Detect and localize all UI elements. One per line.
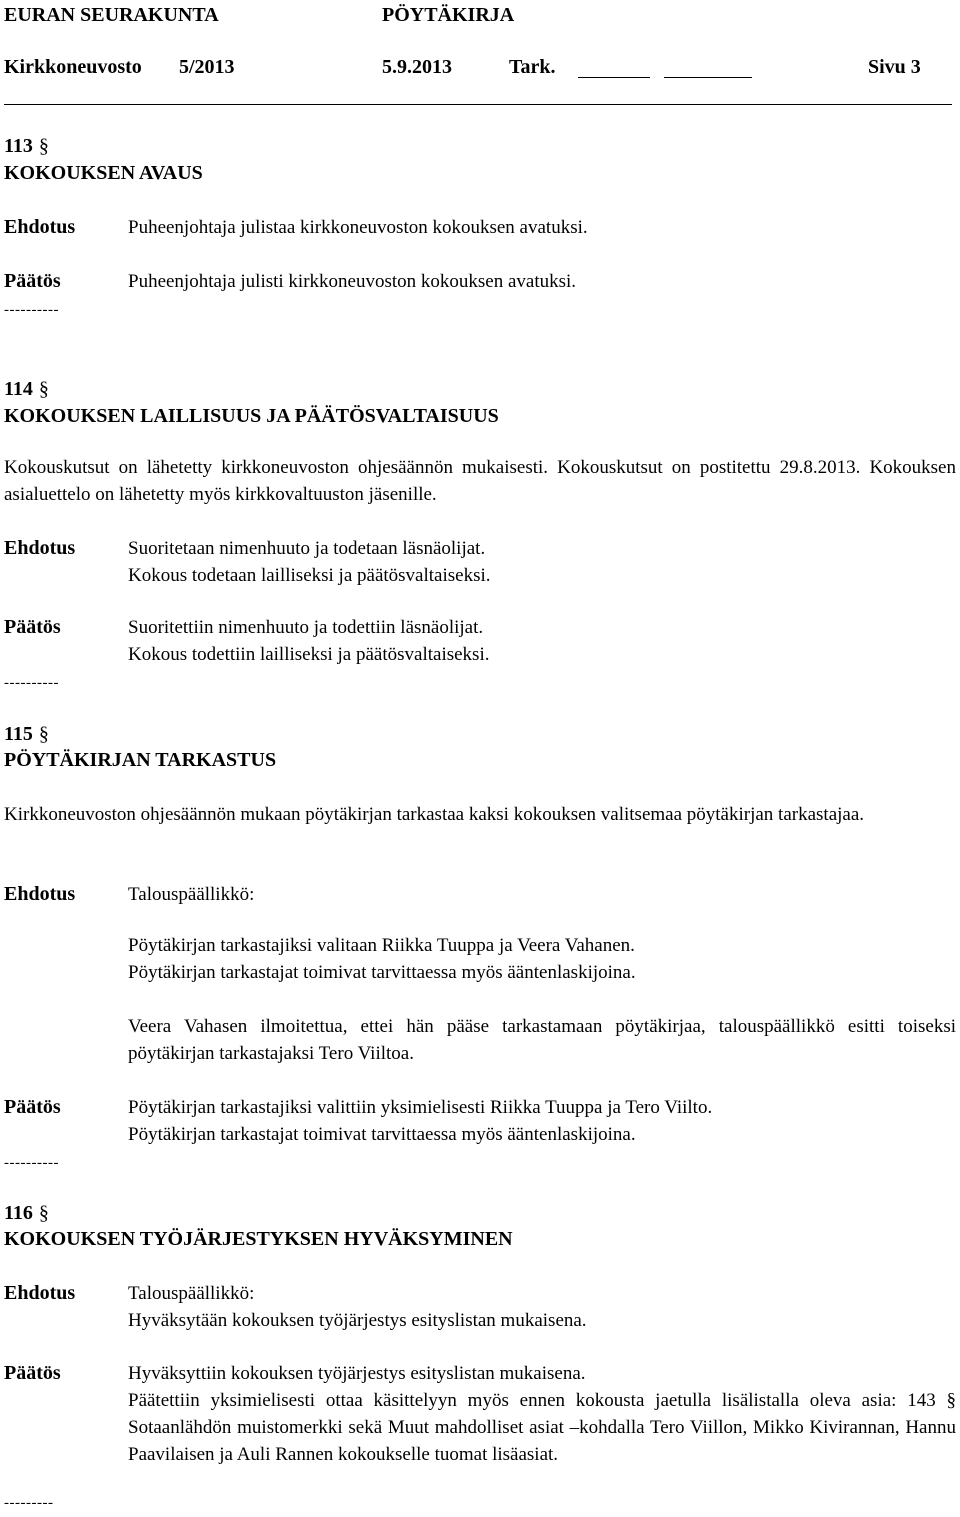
section-113-ehdotus: Puheenjohtaja julistaa kirkkoneuvoston kokouksen avatuksi. [128,217,588,238]
section-114-intro: Kokouskutsut on lähetetty kirkkoneuvoston ohjesäännön mukaisesti. Kokouskutsut on postitettu 29.8.2013. Kokouksen asialuettelo on lähetetty myös kirkkovaltuuston jäsenille. [4,457,956,505]
section-115-paatos-2: Pöytäkirjan tarkastajat toimivat tarvittaessa myös ääntenlaskijoina. [128,1124,636,1145]
section-116-paatos-para: Päätettiin yksimielisesti ottaa käsittelyyn myös ennen kokousta jaetulla lisälistalla oleva asia: 143 § Sotaanlähdön muistomerkki sekä Muut mahdolliset asiat –kohdalla Tero Viillon, Mikko Kivirannan, Hannu Paavilaisen ja Auli Rannen kokoukselle tuomat lisäasiat. [128,1390,956,1465]
section-114-number: 114 § [4,378,49,400]
section-114-title: KOKOUKSEN LAILLISUUS JA PÄÄTÖSVALTAISUUS [4,405,499,427]
ehdotus-label: Ehdotus [4,883,76,905]
meeting-date: 5.9.2013 [382,56,452,78]
section-115-paatos-1: Pöytäkirjan tarkastajiksi valittiin yksimielisesti Riikka Tuuppa ja Tero Viilto. [128,1097,713,1118]
section-116-ehdotus-head: Talouspäällikkö: [128,1283,255,1304]
section-separator: ---------- [4,302,59,318]
section-sign: § [38,723,49,745]
section-separator: --------- [4,1495,54,1511]
document-type: PÖYTÄKIRJA [382,4,515,26]
paatos-label: Päätös [4,270,61,292]
section-116-ehdotus-1: Hyväksytään kokouksen työjärjestys esityslistan mukaisena. [128,1310,587,1331]
section-116-title: KOKOUKSEN TYÖJÄRJESTYKSEN HYVÄKSYMINEN [4,1228,513,1250]
section-separator: ---------- [4,675,59,691]
initials-line-1 [578,77,650,78]
initials-line-2 [664,77,752,78]
section-115-ehdotus-2: Pöytäkirjan tarkastajat toimivat tarvittaessa myös ääntenlaskijoina. [128,962,636,983]
paatos-label: Päätös [4,1096,61,1118]
page-number: Sivu 3 [868,56,921,78]
section-114-paatos-2: Kokous todettiin lailliseksi ja päätösvaltaiseksi. [128,644,490,665]
section-113-number: 113 § [4,135,49,157]
paatos-label: Päätös [4,1362,61,1384]
section-116-paatos-1: Hyväksyttiin kokouksen työjärjestys esityslistan mukaisena. [128,1363,586,1384]
section-separator: ---------- [4,1155,59,1171]
section-115-number: 115 § [4,723,49,745]
ehdotus-label: Ehdotus [4,537,76,559]
header-rule [4,104,952,105]
section-115-title: PÖYTÄKIRJAN TARKASTUS [4,749,277,771]
section-115-ehdotus-head: Talouspäällikkö: [128,884,255,905]
section-115-intro: Kirkkoneuvoston ohjesäännön mukaan pöytäkirjan tarkastaa kaksi kokouksen valitsemaa pöytäkirjan tarkastajaa. [4,804,865,825]
section-114-paatos-1: Suoritettiin nimenhuuto ja todettiin läsnäolijat. [128,617,484,638]
section-113-paatos: Puheenjohtaja julisti kirkkoneuvoston kokouksen avatuksi. [128,271,577,292]
section-sign: § [38,135,49,157]
ehdotus-label: Ehdotus [4,1282,76,1304]
section-114-ehdotus-1: Suoritetaan nimenhuuto ja todetaan läsnäolijat. [128,538,486,559]
section-sign: § [38,378,49,400]
paatos-label: Päätös [4,616,61,638]
section-116-number: 116 § [4,1202,49,1224]
section-114-ehdotus-2: Kokous todetaan lailliseksi ja päätösvaltaiseksi. [128,565,491,586]
section-115-ehdotus-1: Pöytäkirjan tarkastajiksi valitaan Riikka Tuuppa ja Veera Vahanen. [128,935,635,956]
ehdotus-label: Ehdotus [4,216,76,238]
section-115-note: Veera Vahasen ilmoitettua, ettei hän pääse tarkastamaan pöytäkirjaa, talouspäällikkö esitti toiseksi pöytäkirjan tarkastajaksi Tero Viiltoa. [128,1016,956,1064]
governing-body: Kirkkoneuvosto [4,56,142,78]
checked-label: Tark. [509,56,556,78]
meeting-number: 5/2013 [179,56,235,78]
section-113-title: KOKOUKSEN AVAUS [4,162,203,184]
section-sign: § [38,1202,49,1224]
org-name: EURAN SEURAKUNTA [4,4,219,26]
